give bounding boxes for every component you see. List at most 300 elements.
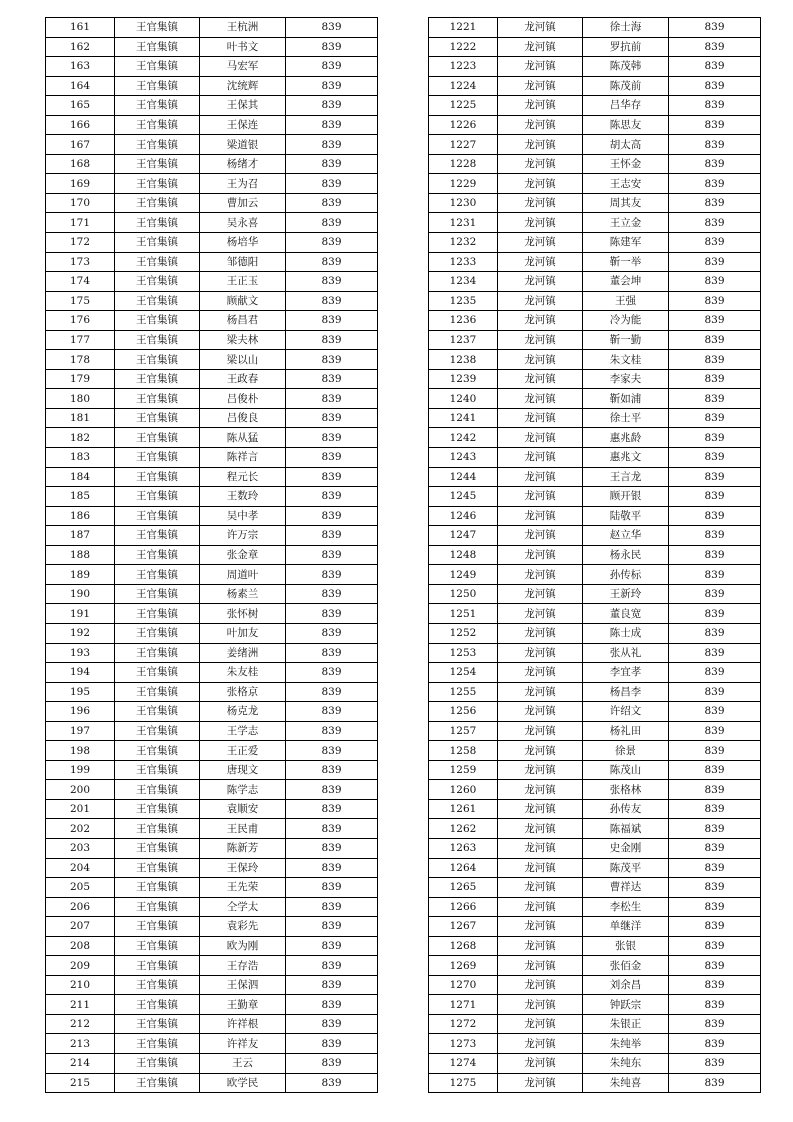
town-cell: 龙河镇 xyxy=(498,917,583,937)
amount-cell: 839 xyxy=(286,838,378,858)
name-cell: 孙传友 xyxy=(583,799,669,819)
serial-number-cell: 185 xyxy=(46,487,115,507)
serial-number-cell: 207 xyxy=(46,917,115,937)
table-row xyxy=(429,1053,761,1073)
serial-number-cell: 1223 xyxy=(429,57,498,77)
town-cell: 王官集镇 xyxy=(115,623,200,643)
serial-number-cell: 213 xyxy=(46,1034,115,1054)
town-cell: 王官集镇 xyxy=(115,1073,200,1093)
table-row xyxy=(46,506,378,526)
name-cell: 张格京 xyxy=(200,682,286,702)
name-cell: 陈福斌 xyxy=(583,819,669,839)
amount-cell: 839 xyxy=(669,408,761,428)
left-table xyxy=(45,17,378,1093)
table-row xyxy=(46,291,378,311)
town-cell: 龙河镇 xyxy=(498,487,583,507)
town-cell: 龙河镇 xyxy=(498,252,583,272)
serial-number-cell: 1265 xyxy=(429,878,498,898)
name-cell: 陈茂前 xyxy=(583,76,669,96)
town-cell: 龙河镇 xyxy=(498,369,583,389)
name-cell: 李松生 xyxy=(583,897,669,917)
name-cell: 王保泗 xyxy=(200,975,286,995)
serial-number-cell: 1256 xyxy=(429,702,498,722)
serial-number-cell: 1245 xyxy=(429,487,498,507)
name-cell: 李宜孝 xyxy=(583,663,669,683)
town-cell: 王官集镇 xyxy=(115,408,200,428)
table-row xyxy=(46,37,378,57)
serial-number-cell: 181 xyxy=(46,408,115,428)
name-cell: 曹祥达 xyxy=(583,878,669,898)
name-cell: 王数玲 xyxy=(200,487,286,507)
name-cell: 王为召 xyxy=(200,174,286,194)
serial-number-cell: 169 xyxy=(46,174,115,194)
table-row xyxy=(46,96,378,116)
serial-number-cell: 1226 xyxy=(429,115,498,135)
town-cell: 龙河镇 xyxy=(498,193,583,213)
table-row xyxy=(46,467,378,487)
name-cell: 陆敬平 xyxy=(583,506,669,526)
amount-cell: 839 xyxy=(669,682,761,702)
serial-number-cell: 194 xyxy=(46,663,115,683)
amount-cell: 839 xyxy=(669,975,761,995)
name-cell: 陈建军 xyxy=(583,233,669,253)
town-cell: 王官集镇 xyxy=(115,1014,200,1034)
serial-number-cell: 1263 xyxy=(429,838,498,858)
town-cell: 王官集镇 xyxy=(115,1034,200,1054)
table-row xyxy=(429,1014,761,1034)
serial-number-cell: 1242 xyxy=(429,428,498,448)
amount-cell: 839 xyxy=(286,448,378,468)
table-row xyxy=(429,448,761,468)
serial-number-cell: 167 xyxy=(46,135,115,155)
amount-cell: 839 xyxy=(286,897,378,917)
table-row xyxy=(429,623,761,643)
town-cell: 王官集镇 xyxy=(115,154,200,174)
name-cell: 赵立华 xyxy=(583,526,669,546)
table-row xyxy=(429,506,761,526)
table-row xyxy=(429,428,761,448)
name-cell: 徐景 xyxy=(583,741,669,761)
table-row xyxy=(46,369,378,389)
name-cell: 朱纯举 xyxy=(583,1034,669,1054)
serial-number-cell: 205 xyxy=(46,878,115,898)
town-cell: 王官集镇 xyxy=(115,604,200,624)
table-row xyxy=(46,76,378,96)
serial-number-cell: 201 xyxy=(46,799,115,819)
town-cell: 龙河镇 xyxy=(498,741,583,761)
table-row xyxy=(429,604,761,624)
table-row xyxy=(429,956,761,976)
amount-cell: 839 xyxy=(286,1073,378,1093)
table-row xyxy=(429,643,761,663)
amount-cell: 839 xyxy=(286,213,378,233)
amount-cell: 839 xyxy=(286,369,378,389)
town-cell: 王官集镇 xyxy=(115,115,200,135)
name-cell: 王政春 xyxy=(200,369,286,389)
table-row xyxy=(429,702,761,722)
table-row xyxy=(429,799,761,819)
amount-cell: 839 xyxy=(669,799,761,819)
table-row xyxy=(46,799,378,819)
name-cell: 许祥根 xyxy=(200,1014,286,1034)
amount-cell: 839 xyxy=(669,96,761,116)
town-cell: 龙河镇 xyxy=(498,1034,583,1054)
amount-cell: 839 xyxy=(669,936,761,956)
town-cell: 龙河镇 xyxy=(498,897,583,917)
town-cell: 龙河镇 xyxy=(498,408,583,428)
table-row xyxy=(429,975,761,995)
amount-cell: 839 xyxy=(669,37,761,57)
amount-cell: 839 xyxy=(669,663,761,683)
town-cell: 龙河镇 xyxy=(498,643,583,663)
table-row xyxy=(429,545,761,565)
table-row xyxy=(429,663,761,683)
amount-cell: 839 xyxy=(286,780,378,800)
amount-cell: 839 xyxy=(286,389,378,409)
town-cell: 龙河镇 xyxy=(498,780,583,800)
serial-number-cell: 1273 xyxy=(429,1034,498,1054)
town-cell: 王官集镇 xyxy=(115,428,200,448)
name-cell: 王怀金 xyxy=(583,154,669,174)
amount-cell: 839 xyxy=(669,311,761,331)
name-cell: 梁道银 xyxy=(200,135,286,155)
table-row xyxy=(46,721,378,741)
name-cell: 许祥友 xyxy=(200,1034,286,1054)
name-cell: 杨礼田 xyxy=(583,721,669,741)
table-row xyxy=(429,487,761,507)
table-row xyxy=(429,721,761,741)
table-row xyxy=(46,1073,378,1093)
table-row xyxy=(429,467,761,487)
amount-cell: 839 xyxy=(669,702,761,722)
table-row xyxy=(429,115,761,135)
serial-number-cell: 210 xyxy=(46,975,115,995)
amount-cell: 839 xyxy=(286,96,378,116)
amount-cell: 839 xyxy=(286,115,378,135)
amount-cell: 839 xyxy=(669,897,761,917)
name-cell: 王勤章 xyxy=(200,995,286,1015)
name-cell: 史金刚 xyxy=(583,838,669,858)
amount-cell: 839 xyxy=(286,975,378,995)
serial-number-cell: 1237 xyxy=(429,330,498,350)
name-cell: 陈新芳 xyxy=(200,838,286,858)
serial-number-cell: 1254 xyxy=(429,663,498,683)
amount-cell: 839 xyxy=(669,643,761,663)
town-cell: 王官集镇 xyxy=(115,760,200,780)
amount-cell: 839 xyxy=(286,154,378,174)
serial-number-cell: 179 xyxy=(46,369,115,389)
town-cell: 王官集镇 xyxy=(115,858,200,878)
table-row xyxy=(46,1053,378,1073)
serial-number-cell: 1244 xyxy=(429,467,498,487)
town-cell: 龙河镇 xyxy=(498,291,583,311)
table-row xyxy=(429,682,761,702)
town-cell: 王官集镇 xyxy=(115,565,200,585)
serial-number-cell: 165 xyxy=(46,96,115,116)
name-cell: 张格林 xyxy=(583,780,669,800)
serial-number-cell: 163 xyxy=(46,57,115,77)
table-row xyxy=(46,57,378,77)
serial-number-cell: 1229 xyxy=(429,174,498,194)
name-cell: 胡太高 xyxy=(583,135,669,155)
serial-number-cell: 1225 xyxy=(429,96,498,116)
amount-cell: 839 xyxy=(669,369,761,389)
town-cell: 王官集镇 xyxy=(115,467,200,487)
town-cell: 龙河镇 xyxy=(498,936,583,956)
table-row xyxy=(46,643,378,663)
serial-number-cell: 1227 xyxy=(429,135,498,155)
amount-cell: 839 xyxy=(669,917,761,937)
town-cell: 龙河镇 xyxy=(498,311,583,331)
town-cell: 龙河镇 xyxy=(498,350,583,370)
table-row xyxy=(429,330,761,350)
town-cell: 龙河镇 xyxy=(498,682,583,702)
serial-number-cell: 1248 xyxy=(429,545,498,565)
serial-number-cell: 204 xyxy=(46,858,115,878)
name-cell: 杨永民 xyxy=(583,545,669,565)
table-row xyxy=(429,408,761,428)
table-row xyxy=(46,154,378,174)
town-cell: 王官集镇 xyxy=(115,545,200,565)
table-row xyxy=(46,408,378,428)
serial-number-cell: 1271 xyxy=(429,995,498,1015)
amount-cell: 839 xyxy=(669,721,761,741)
table-row xyxy=(46,252,378,272)
amount-cell: 839 xyxy=(286,57,378,77)
name-cell: 陈士成 xyxy=(583,623,669,643)
serial-number-cell: 1236 xyxy=(429,311,498,331)
serial-number-cell: 193 xyxy=(46,643,115,663)
amount-cell: 839 xyxy=(286,682,378,702)
serial-number-cell: 1243 xyxy=(429,448,498,468)
serial-number-cell: 211 xyxy=(46,995,115,1015)
serial-number-cell: 1222 xyxy=(429,37,498,57)
name-cell: 惠兆龄 xyxy=(583,428,669,448)
table-row xyxy=(429,76,761,96)
name-cell: 邹德阳 xyxy=(200,252,286,272)
serial-number-cell: 1264 xyxy=(429,858,498,878)
town-cell: 王官集镇 xyxy=(115,584,200,604)
name-cell: 朱纯喜 xyxy=(583,1073,669,1093)
amount-cell: 839 xyxy=(286,858,378,878)
serial-number-cell: 1251 xyxy=(429,604,498,624)
name-cell: 张怀树 xyxy=(200,604,286,624)
amount-cell: 839 xyxy=(286,917,378,937)
table-row xyxy=(46,428,378,448)
serial-number-cell: 208 xyxy=(46,936,115,956)
name-cell: 王杭洲 xyxy=(200,18,286,38)
name-cell: 董良宽 xyxy=(583,604,669,624)
serial-number-cell: 196 xyxy=(46,702,115,722)
town-cell: 龙河镇 xyxy=(498,389,583,409)
town-cell: 龙河镇 xyxy=(498,467,583,487)
amount-cell: 839 xyxy=(286,350,378,370)
serial-number-cell: 212 xyxy=(46,1014,115,1034)
town-cell: 龙河镇 xyxy=(498,154,583,174)
amount-cell: 839 xyxy=(286,721,378,741)
serial-number-cell: 1239 xyxy=(429,369,498,389)
town-cell: 龙河镇 xyxy=(498,975,583,995)
amount-cell: 839 xyxy=(286,1053,378,1073)
serial-number-cell: 1266 xyxy=(429,897,498,917)
name-cell: 陈从猛 xyxy=(200,428,286,448)
serial-number-cell: 1268 xyxy=(429,936,498,956)
table-row xyxy=(46,975,378,995)
name-cell: 吕俊良 xyxy=(200,408,286,428)
amount-cell: 839 xyxy=(286,428,378,448)
serial-number-cell: 184 xyxy=(46,467,115,487)
amount-cell: 839 xyxy=(286,272,378,292)
name-cell: 惠兆文 xyxy=(583,448,669,468)
amount-cell: 839 xyxy=(286,135,378,155)
name-cell: 李家夫 xyxy=(583,369,669,389)
name-cell: 吕华存 xyxy=(583,96,669,116)
serial-number-cell: 171 xyxy=(46,213,115,233)
town-cell: 王官集镇 xyxy=(115,975,200,995)
town-cell: 王官集镇 xyxy=(115,682,200,702)
table-row xyxy=(429,174,761,194)
serial-number-cell: 197 xyxy=(46,721,115,741)
table-row xyxy=(46,389,378,409)
name-cell: 顾献文 xyxy=(200,291,286,311)
serial-number-cell: 1249 xyxy=(429,565,498,585)
serial-number-cell: 214 xyxy=(46,1053,115,1073)
name-cell: 王保玲 xyxy=(200,858,286,878)
town-cell: 王官集镇 xyxy=(115,135,200,155)
town-cell: 王官集镇 xyxy=(115,291,200,311)
amount-cell: 839 xyxy=(669,467,761,487)
table-row xyxy=(429,252,761,272)
town-cell: 王官集镇 xyxy=(115,272,200,292)
amount-cell: 839 xyxy=(669,487,761,507)
serial-number-cell: 1224 xyxy=(429,76,498,96)
amount-cell: 839 xyxy=(669,233,761,253)
town-cell: 王官集镇 xyxy=(115,174,200,194)
amount-cell: 839 xyxy=(286,330,378,350)
name-cell: 王新玲 xyxy=(583,584,669,604)
serial-number-cell: 209 xyxy=(46,956,115,976)
amount-cell: 839 xyxy=(286,565,378,585)
serial-number-cell: 180 xyxy=(46,389,115,409)
amount-cell: 839 xyxy=(669,1014,761,1034)
name-cell: 王存浩 xyxy=(200,956,286,976)
serial-number-cell: 191 xyxy=(46,604,115,624)
town-cell: 王官集镇 xyxy=(115,76,200,96)
amount-cell: 839 xyxy=(669,545,761,565)
table-row xyxy=(429,897,761,917)
serial-number-cell: 1250 xyxy=(429,584,498,604)
serial-number-cell: 1235 xyxy=(429,291,498,311)
table-row xyxy=(46,135,378,155)
town-cell: 龙河镇 xyxy=(498,819,583,839)
serial-number-cell: 1221 xyxy=(429,18,498,38)
serial-number-cell: 195 xyxy=(46,682,115,702)
name-cell: 吴永喜 xyxy=(200,213,286,233)
name-cell: 许绍文 xyxy=(583,702,669,722)
amount-cell: 839 xyxy=(669,878,761,898)
town-cell: 龙河镇 xyxy=(498,702,583,722)
right-table xyxy=(428,17,761,1093)
serial-number-cell: 1272 xyxy=(429,1014,498,1034)
table-row xyxy=(46,956,378,976)
amount-cell: 839 xyxy=(669,565,761,585)
town-cell: 王官集镇 xyxy=(115,311,200,331)
name-cell: 王学志 xyxy=(200,721,286,741)
name-cell: 王正爱 xyxy=(200,741,286,761)
town-cell: 王官集镇 xyxy=(115,18,200,38)
name-cell: 顾开银 xyxy=(583,487,669,507)
left-table-body xyxy=(46,18,378,1093)
town-cell: 王官集镇 xyxy=(115,956,200,976)
table-row xyxy=(46,878,378,898)
amount-cell: 839 xyxy=(669,584,761,604)
town-cell: 龙河镇 xyxy=(498,1073,583,1093)
town-cell: 龙河镇 xyxy=(498,545,583,565)
town-cell: 龙河镇 xyxy=(498,956,583,976)
amount-cell: 839 xyxy=(286,233,378,253)
amount-cell: 839 xyxy=(286,819,378,839)
town-cell: 王官集镇 xyxy=(115,643,200,663)
serial-number-cell: 1253 xyxy=(429,643,498,663)
name-cell: 陈茂山 xyxy=(583,760,669,780)
amount-cell: 839 xyxy=(286,643,378,663)
name-cell: 罗抗前 xyxy=(583,37,669,57)
town-cell: 龙河镇 xyxy=(498,878,583,898)
name-cell: 陈学志 xyxy=(200,780,286,800)
serial-number-cell: 199 xyxy=(46,760,115,780)
name-cell: 王民甫 xyxy=(200,819,286,839)
amount-cell: 839 xyxy=(286,526,378,546)
serial-number-cell: 1257 xyxy=(429,721,498,741)
table-row xyxy=(429,291,761,311)
name-cell: 张金章 xyxy=(200,545,286,565)
name-cell: 钟跃宗 xyxy=(583,995,669,1015)
table-row xyxy=(429,780,761,800)
amount-cell: 839 xyxy=(669,838,761,858)
serial-number-cell: 1234 xyxy=(429,272,498,292)
table-row xyxy=(429,57,761,77)
town-cell: 王官集镇 xyxy=(115,487,200,507)
name-cell: 许万宗 xyxy=(200,526,286,546)
name-cell: 杨昌君 xyxy=(200,311,286,331)
amount-cell: 839 xyxy=(669,154,761,174)
amount-cell: 839 xyxy=(669,252,761,272)
table-row xyxy=(46,917,378,937)
town-cell: 龙河镇 xyxy=(498,428,583,448)
name-cell: 孙传标 xyxy=(583,565,669,585)
serial-number-cell: 1258 xyxy=(429,741,498,761)
town-cell: 龙河镇 xyxy=(498,1014,583,1034)
amount-cell: 839 xyxy=(669,858,761,878)
serial-number-cell: 182 xyxy=(46,428,115,448)
amount-cell: 839 xyxy=(669,506,761,526)
amount-cell: 839 xyxy=(286,1014,378,1034)
serial-number-cell: 1275 xyxy=(429,1073,498,1093)
serial-number-cell: 161 xyxy=(46,18,115,38)
amount-cell: 839 xyxy=(286,799,378,819)
town-cell: 王官集镇 xyxy=(115,799,200,819)
town-cell: 龙河镇 xyxy=(498,604,583,624)
serial-number-cell: 1255 xyxy=(429,682,498,702)
amount-cell: 839 xyxy=(286,545,378,565)
name-cell: 杨克龙 xyxy=(200,702,286,722)
amount-cell: 839 xyxy=(669,623,761,643)
serial-number-cell: 192 xyxy=(46,623,115,643)
name-cell: 袁顺安 xyxy=(200,799,286,819)
town-cell: 龙河镇 xyxy=(498,76,583,96)
town-cell: 王官集镇 xyxy=(115,1053,200,1073)
name-cell: 叶加友 xyxy=(200,623,286,643)
